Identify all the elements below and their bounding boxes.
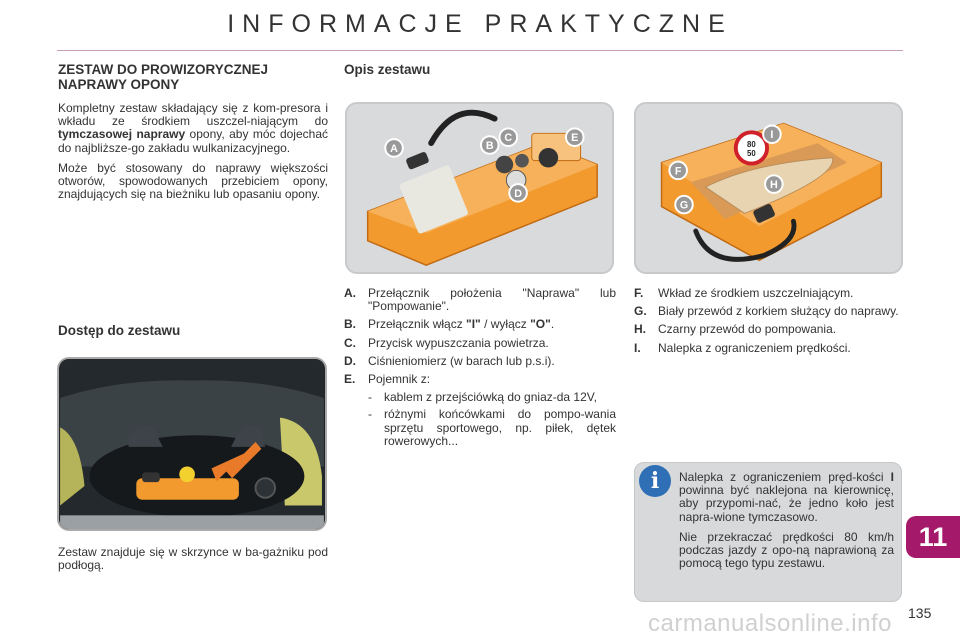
page-header-title: INFORMACJE PRAKTYCZNE bbox=[227, 10, 733, 38]
info-note-text bbox=[679, 471, 894, 577]
list-key: C. bbox=[344, 335, 356, 350]
callout-i: I bbox=[770, 129, 774, 142]
list-item-f bbox=[634, 287, 906, 300]
off-symbol: "O" bbox=[530, 317, 551, 332]
kit-sealant-illustration bbox=[636, 104, 901, 272]
trunk-illustration bbox=[59, 359, 325, 529]
kit-intro-paragraph-2: Może być stosowany do naprawy większości otworów, spowodowanych przebiciem opony, znajdujących się na bieżniku lub opasaniu opony. bbox=[58, 160, 328, 202]
callout-e: E bbox=[571, 132, 579, 145]
callout-a: A bbox=[390, 142, 398, 155]
trunk-photo bbox=[57, 357, 327, 531]
kit-intro-paragraph-1 bbox=[58, 102, 328, 155]
list-item-c bbox=[344, 337, 616, 350]
list-text: Przełącznik położenia "Naprawa" lub "Pompowanie". bbox=[368, 286, 616, 314]
kit-intro bbox=[58, 102, 328, 208]
list-text-part: . bbox=[550, 317, 555, 332]
on-symbol: "I" bbox=[466, 317, 481, 332]
list-key: G. bbox=[634, 304, 647, 319]
kit-sealant-photo bbox=[634, 102, 903, 274]
list-item-h bbox=[634, 323, 906, 336]
list-text: Przycisk wypuszczania powietrza. bbox=[368, 335, 549, 350]
list-text-part: Przełącznik włącz bbox=[368, 317, 467, 332]
watermark: carmanualsonline.info bbox=[648, 610, 892, 637]
bullet-dash: - bbox=[368, 407, 372, 422]
description-section-title: Opis zestawu bbox=[344, 62, 431, 77]
callout-b: B bbox=[485, 139, 494, 152]
kit-section-title: ZESTAW DO PROWIZORYCZNEJ NAPRAWY OPONY bbox=[58, 62, 269, 92]
list-text bbox=[368, 318, 616, 331]
list-key: B. bbox=[344, 317, 356, 332]
components-list-left bbox=[344, 287, 616, 452]
info-paragraph-1 bbox=[679, 471, 894, 524]
list-text-part: / wyłącz bbox=[480, 317, 531, 332]
callout-g: G bbox=[679, 199, 689, 212]
list-text: Biały przewód z korkiem służący do naprawy. bbox=[658, 304, 899, 319]
info-emphasis: I bbox=[890, 470, 894, 484]
info-note-box bbox=[634, 462, 902, 602]
list-item-e bbox=[344, 373, 616, 386]
info-paragraph-2: Nie przekraczać prędkości 80 km/h podczas jazdy z opo-ną naprawioną za pomocą tego typu zestawu. bbox=[679, 529, 894, 571]
subitem-text: różnymi końcówkami do pompo-wania sprzętu sportowego, np. piłek, dętek rowerowych... bbox=[384, 407, 616, 448]
list-item-g bbox=[634, 305, 906, 318]
kit-compressor-photo bbox=[345, 102, 614, 274]
subitem-text: kablem z przejściówką do gniaz-da 12V, bbox=[384, 390, 598, 405]
info-text-part: powinna być naklejona na kierownicę, aby przypomi-nać, że jedno koło jest napra-wione tymczasowo. bbox=[679, 483, 894, 524]
callout-d: D bbox=[514, 187, 522, 200]
trunk-location-note: Zestaw znajduje się w skrzynce w ba-gażniku pod podłogą. bbox=[58, 545, 328, 573]
list-key: E. bbox=[344, 372, 356, 387]
access-section-title: Dostęp do zestawu bbox=[58, 323, 181, 338]
list-text: Wkład ze środkiem uszczelniającym. bbox=[658, 286, 854, 300]
info-text-part: Nalepka z ograniczeniem pręd-kości bbox=[679, 470, 891, 484]
kit-intro-text-end: opony, aby móc dojechać do najbliższe-go zakładu wulkanizacyjnego. bbox=[58, 127, 328, 155]
list-key: A. bbox=[344, 286, 356, 300]
header-divider bbox=[57, 50, 903, 51]
list-item-i bbox=[634, 342, 906, 355]
callout-h: H bbox=[769, 179, 778, 191]
callout-c: C bbox=[504, 132, 513, 145]
speed-sticker-mph: 50 bbox=[747, 148, 756, 158]
info-icon: i bbox=[639, 465, 671, 497]
chapter-tab: 11 bbox=[906, 516, 960, 558]
callout-f: F bbox=[674, 165, 682, 178]
list-item-a bbox=[344, 287, 616, 313]
list-item-b bbox=[344, 318, 616, 331]
list-text: Czarny przewód do pompowania. bbox=[658, 322, 837, 337]
speed-sticker-kmh: 80 bbox=[747, 139, 756, 149]
list-subitem bbox=[368, 408, 616, 448]
list-key: F. bbox=[634, 286, 644, 300]
list-text: Nalepka z ograniczeniem prędkości. bbox=[658, 340, 851, 355]
list-subitem bbox=[368, 391, 616, 404]
kit-compressor-illustration bbox=[347, 104, 612, 272]
list-key: H. bbox=[634, 322, 646, 337]
list-text: Ciśnieniomierz (w barach lub p.s.i). bbox=[368, 353, 555, 368]
components-list-right bbox=[634, 287, 906, 360]
kit-intro-text: Kompletny zestaw składający się z kom-presora i wkładu ze środkiem uszczel-niającym do bbox=[58, 101, 328, 129]
list-text: Pojemnik z: bbox=[368, 372, 431, 387]
kit-intro-emphasis: tymczasowej naprawy bbox=[58, 127, 186, 142]
page-number: 135 bbox=[908, 605, 932, 621]
list-key: I. bbox=[634, 340, 641, 355]
list-key: D. bbox=[344, 353, 356, 368]
bullet-dash: - bbox=[368, 390, 372, 405]
list-item-d bbox=[344, 355, 616, 368]
